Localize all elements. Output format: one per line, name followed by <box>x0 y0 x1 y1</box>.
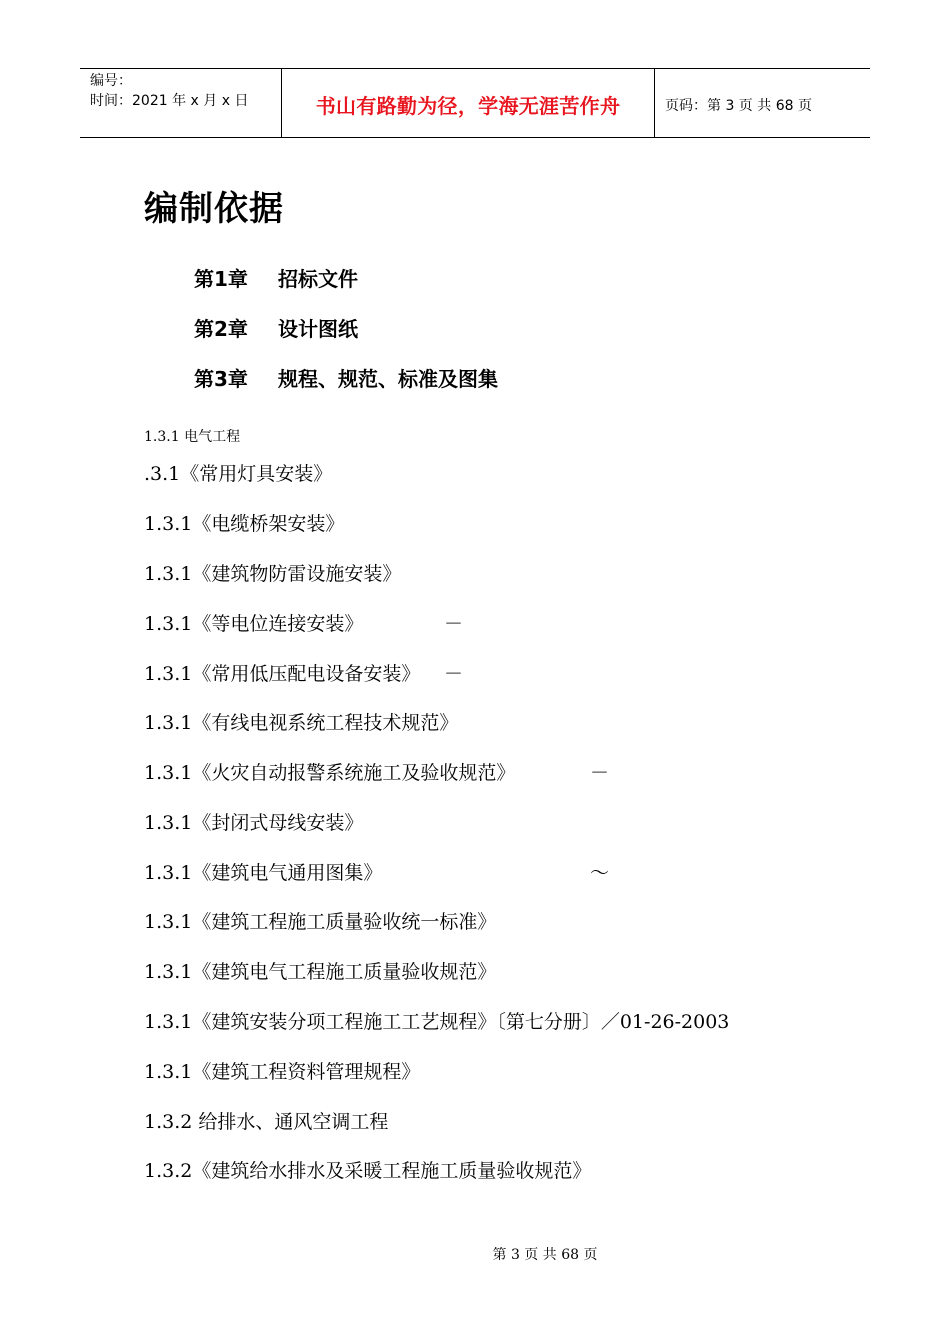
dash-mark: － <box>590 762 610 784</box>
dash-mark: － <box>444 613 464 635</box>
list-item: 1.3.1《建筑工程资料管理规程》 <box>144 1061 421 1083</box>
list-item: 1.3.1《建筑电气通用图集》 <box>144 862 383 884</box>
header-motto-cell <box>282 69 655 137</box>
list-item: 1.3.1《火灾自动报警系统施工及验收规范》 <box>144 762 516 784</box>
header-meta <box>80 69 282 137</box>
list-item: 1.3.1《常用低压配电设备安装》 <box>144 663 421 685</box>
list-item: 1.3.1《封闭式母线安装》 <box>144 812 364 834</box>
chapter-heading <box>194 364 498 394</box>
list-item: 1.3.1《建筑工程施工质量验收统一标准》 <box>144 911 497 933</box>
chapter-title: 设计图纸 <box>278 317 358 341</box>
dash-mark: － <box>444 663 464 685</box>
list-item: 1.3.1《等电位连接安装》 <box>144 613 364 635</box>
section-title: 编制依据 <box>144 189 284 229</box>
list-item: 1.3.1《建筑电气工程施工质量验收规范》 <box>144 961 497 983</box>
chapter-heading <box>194 264 358 294</box>
list-item: 1.3.1《建筑安装分项工程施工工艺规程》〔第七分册〕／01-26-2003 <box>144 1011 730 1033</box>
chapter-number: 第3章 <box>194 367 248 391</box>
document-number-label: 编号： <box>90 73 132 89</box>
list-item: 1.3.2 给排水、通风空调工程 <box>144 1111 389 1133</box>
chapter-heading <box>194 314 358 344</box>
chapter-title: 招标文件 <box>278 267 358 291</box>
list-item: 1.3.1《建筑物防雷设施安装》 <box>144 563 402 585</box>
page-footer: 第 3 页 共 68 页 <box>492 1247 598 1263</box>
list-item: .3.1《常用灯具安装》 <box>144 463 333 485</box>
header-page-cell <box>655 69 870 137</box>
chapter-title: 规程、规范、标准及图集 <box>278 367 498 391</box>
document-date: 时间：2021 年 x 月 x 日 <box>90 93 249 109</box>
list-item: 1.3.2《建筑给水排水及采暖工程施工质量验收规范》 <box>144 1160 592 1182</box>
tilde-mark: ～ <box>590 862 610 884</box>
subsection-heading: 1.3.1 电气工程 <box>144 429 241 445</box>
chapter-number: 第1章 <box>194 267 248 291</box>
chapter-number: 第2章 <box>194 317 248 341</box>
list-item: 1.3.1《电缆桥架安装》 <box>144 513 345 535</box>
header-page-info: 页码：第 3 页 共 68 页 <box>665 97 812 114</box>
page-header <box>80 68 870 138</box>
list-item: 1.3.1《有线电视系统工程技术规范》 <box>144 712 459 734</box>
header-motto: 书山有路勤为径，学海无涯苦作舟 <box>315 94 621 118</box>
